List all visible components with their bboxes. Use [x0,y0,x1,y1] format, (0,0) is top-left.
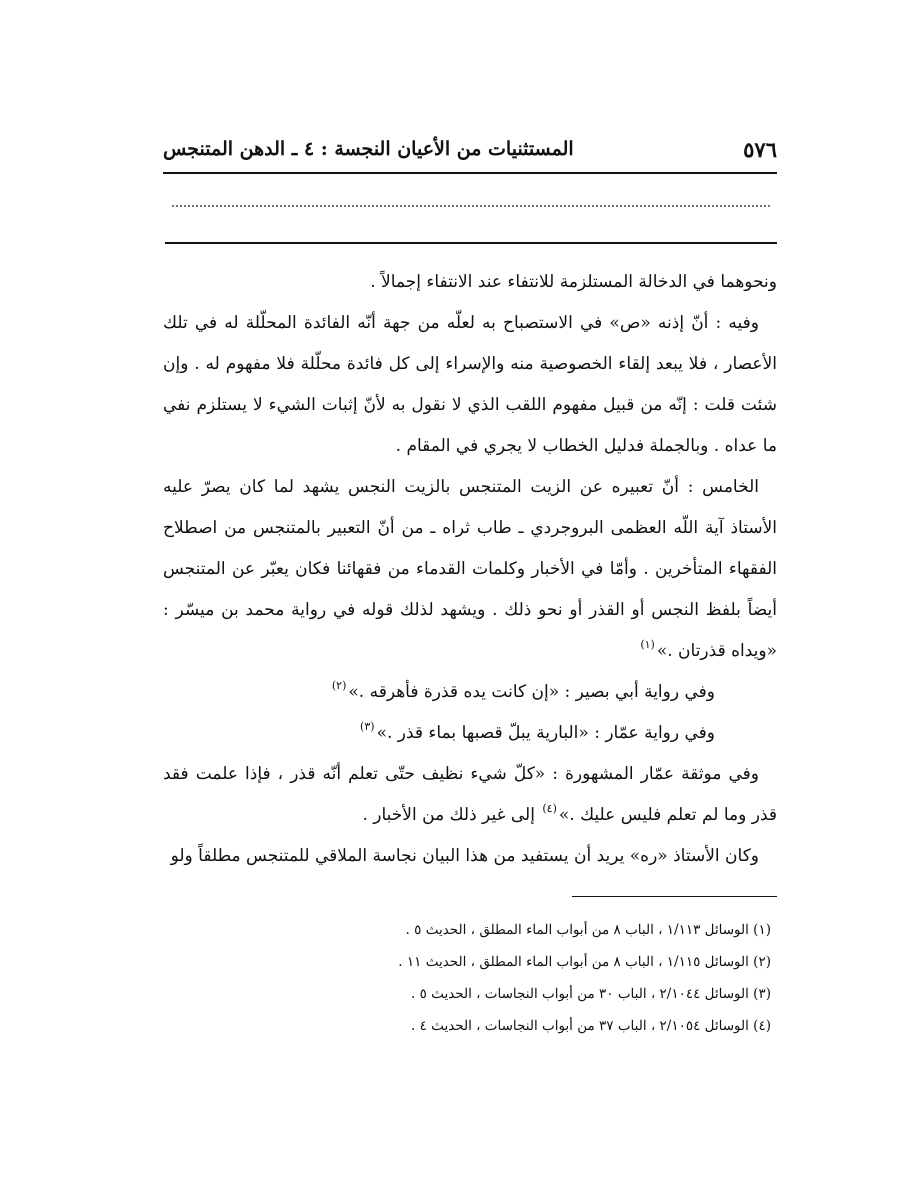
footnote-2: (٢) الوسائل ١/١١٥ ، الباب ٨ من أبواب الماء المطلق ، الحديث ١١ . [398,954,771,970]
footnote-rule [572,896,777,897]
page-number: ٥٧٦ [743,136,777,162]
paragraph-7 [163,836,777,877]
paragraph-6 [163,754,777,836]
paragraph-3-text: الخامس : أنّ تعبيره عن الزيت المتنجس بالزيت النجس يشهد لما كان يصرّ عليه الأستاذ آية اللّه العظمى البروجردي ـ طاب ثراه ـ من أنّ التعبير بالمتنجس من اصطلاح الفقهاء المتأخرين . وأمّا في الأخبار وكلمات القدماء من فقهائنا فكان يعبّر عن المتنجس أيضاً بلفظ النجس أو القذر أو نحو ذلك . ويشهد لذلك قوله في رواية محمد بن ميسّر : «ويداه قذرتان .» [163,477,777,661]
footnote-4: (٤) الوسائل ٢/١٠٥٤ ، الباب ٣٧ من أبواب النجاسات ، الحديث ٤ . [411,1018,771,1034]
footnote-ref-3[interactable]: (٣) [360,720,375,733]
paragraph-3 [163,467,777,672]
paragraph-4-text: وفي رواية أبي بصير : «إن كانت يده قذرة فأهرقه .» [348,682,715,702]
footnote-1: (١) الوسائل ١/١١٣ ، الباب ٨ من أبواب الماء المطلق ، الحديث ٥ . [405,922,771,938]
header-rule [163,172,777,174]
footnote-3: (٣) الوسائل ٢/١٠٤٤ ، الباب ٣٠ من أبواب النجاسات ، الحديث ٥ . [411,986,771,1002]
footnote-ref-4[interactable]: (٤) [542,802,557,815]
paragraph-5 [163,713,777,754]
running-head-title: المستثنيات من الأعيان النجسة : ٤ ـ الدهن المتنجس [163,138,574,160]
body-text [163,262,777,877]
body-top-rule [165,242,777,244]
paragraph-5-text: وفي رواية عمّار : «البارية يبلّ قصبها بماء قذر .» [376,723,715,743]
footnotes [163,914,777,1042]
paragraph-6-text: وفي موثقة عمّار المشهورة : «كلّ شيء نظيف حتّى تعلم أنّه قذر ، فإذا علمت فقد قذر وما لم تعلم فليس عليك .» [163,764,777,825]
paragraph-2 [163,303,777,467]
running-head [163,131,777,167]
footnote-ref-2[interactable]: (٢) [331,679,347,692]
paragraph-7-text: وكان الأستاذ «ره» يريد أن يستفيد من هذا البيان نجاسة الملاقي للمتنجس مطلقاً ولو [170,846,759,866]
paragraph-6-tail: إلى غير ذلك من الأخبار . [362,805,541,825]
paragraph-1 [163,262,777,303]
dotted-separator [172,205,770,207]
paragraph-4 [163,672,777,713]
paragraph-1-text: ونحوهما في الدخالة المستلزمة للانتفاء عند الانتفاء إجمالاً . [370,272,777,292]
paragraph-2-text: وفيه : أنّ إذنه «ص» في الاستصباح به لعلّه من جهة أنّه الفائدة المحلّلة له في تلك الأعصار ، فلا يبعد إلقاء الخصوصية منه والإسراء إلى كل فائدة محلّلة فلا مفهوم له . وإن شئت قلت : إنّه من قبيل مفهوم اللقب الذي لا نقول به لأنّ إثبات الشيء لا يستلزم نفي ما عداه . وبالجملة فدليل الخطاب لا يجري في المقام . [163,313,777,456]
footnote-ref-1[interactable]: (١) [640,638,655,651]
